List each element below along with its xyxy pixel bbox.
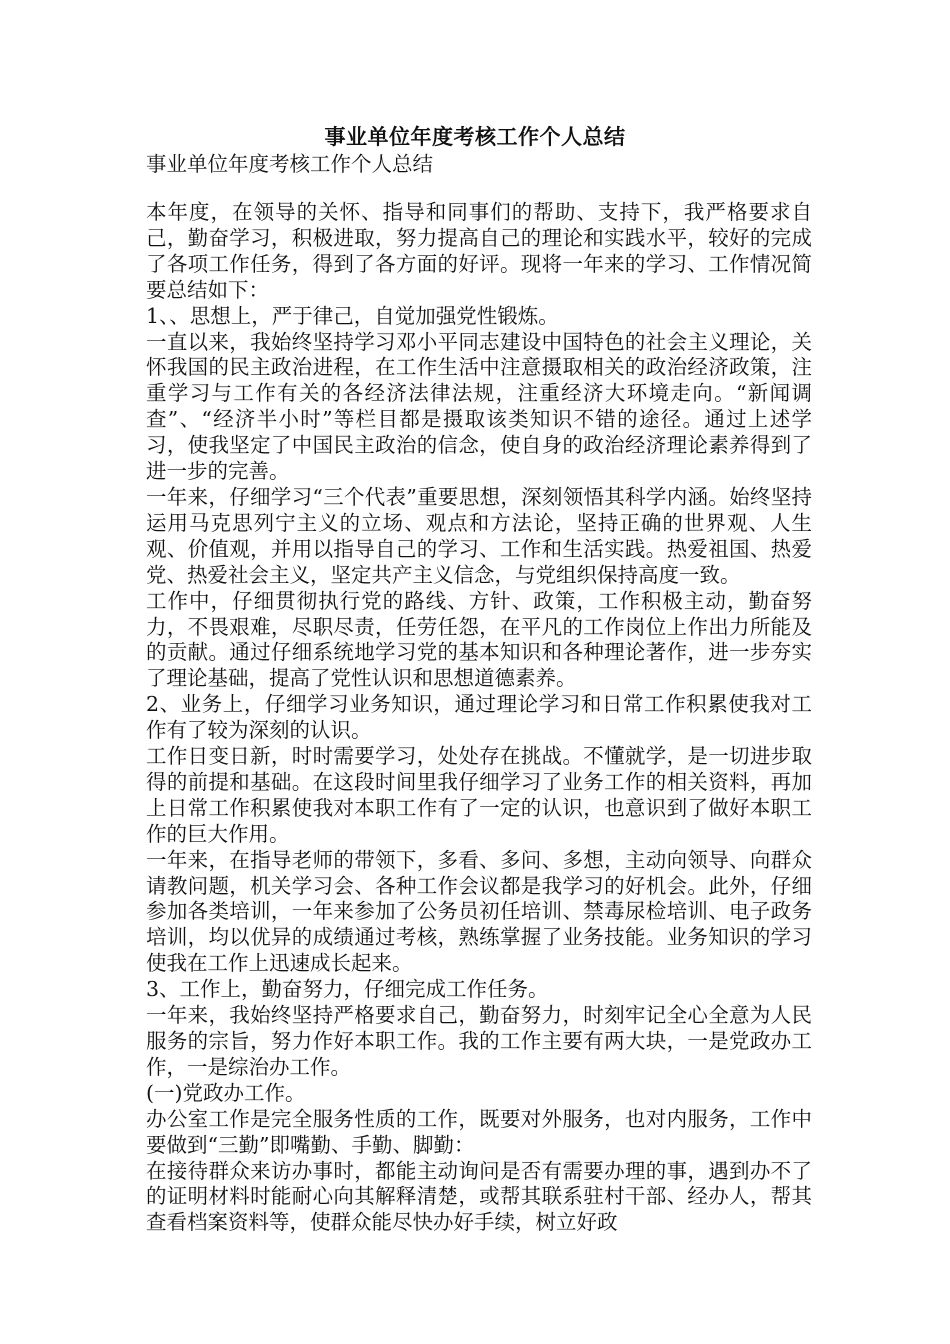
paragraph: 本年度，在领导的关怀、指导和同事们的帮助、支持下，我严格要求自己，勤奋学习，积极进取，努力提高自己的理论和实践水平，较好的完成了各项工作任务，得到了各方面的好评。现将一年来的学习、工作情况简要总结如下：	[146, 200, 812, 302]
document-subtitle: 事业单位年度考核工作个人总结	[146, 152, 433, 176]
paragraph: 工作日变日新，时时需要学习，处处存在挑战。不懂就学，是一切进步取得的前提和基础。在这段时间里我仔细学习了业务工作的相关资料，再加上日常工作积累使我对本职工作有了一定的认识，也意识到了做好本职工作的巨大作用。	[146, 744, 812, 846]
subsection-heading: (一)党政办工作。	[146, 1080, 306, 1105]
paragraph: 工作中，仔细贯彻执行党的路线、方针、政策，工作积极主动，勤奋努力，不畏艰难，尽职尽责，任劳任怨，在平凡的工作岗位上作出力所能及的贡献。通过仔细系统地学习党的基本知识和各种理论著作，进一步夯实了理论基础，提高了党性认识和思想道德素养。	[146, 588, 812, 691]
paragraph: 一直以来，我始终坚持学习邓小平同志建设中国特色的社会主义理论，关怀我国的民主政治进程，在工作生活中注意摄取相关的政治经济政策，注重学习与工作有关的各经济法律法规，注重经济大环境走向。“新闻调查”、“经济半小时”等栏目都是摄取该类知识不错的途径。通过上述学习，使我坚定了中国民主政治的信念，使自身的政治经济理论素养得到了进一步的完善。	[146, 329, 812, 484]
section-heading: 1、、思想上，严于律己，自觉加强党性锻炼。	[146, 303, 559, 328]
section-heading: 2、业务上，仔细学习业务知识，通过理论学习和日常工作积累使我对工作有了较为深刻的认识。	[146, 692, 812, 743]
paragraph: 办公室工作是完全服务性质的工作，既要对外服务，也对内服务，工作中要做到“三勤”即嘴勤、手勤、脚勤：	[146, 1106, 812, 1157]
section-heading: 3、工作上，勤奋努力，仔细完成工作任务。	[146, 977, 549, 1002]
document-title: 事业单位年度考核工作个人总结	[324, 124, 626, 149]
paragraph: 一年来，仔细学习“三个代表”重要思想，深刻领悟其科学内涵。始终坚持运用马克思列宁主义的立场、观点和方法论，坚持正确的世界观、人生观、价值观，并用以指导自己的学习、工作和生活实践。热爱祖国、热爱党、热爱社会主义，坚定共产主义信念，与党组织保持高度一致。	[146, 484, 812, 587]
document-body	[146, 200, 812, 1236]
paragraph: 一年来，我始终坚持严格要求自己，勤奋努力，时刻牢记全心全意为人民服务的宗旨，努力作好本职工作。我的工作主要有两大块，一是党政办工作，一是综治办工作。	[146, 1003, 812, 1079]
paragraph: 在接待群众来访办事时，都能主动询问是否有需要办理的事，遇到办不了的证明材料时能耐心向其解释清楚，或帮其联系驻村干部、经办人，帮其查看档案资料等，使群众能尽快办好手续，树立好政	[146, 1158, 812, 1235]
paragraph: 一年来，在指导老师的带领下，多看、多问、多想，主动向领导、向群众请教问题，机关学习会、各种工作会议都是我学习的好机会。此外，仔细参加各类培训，一年来参加了公务员初任培训、禁毒尿检培训、电子政务培训，均以优异的成绩通过考核，熟练掌握了业务技能。业务知识的学习使我在工作上迅速成长起来。	[146, 847, 812, 976]
